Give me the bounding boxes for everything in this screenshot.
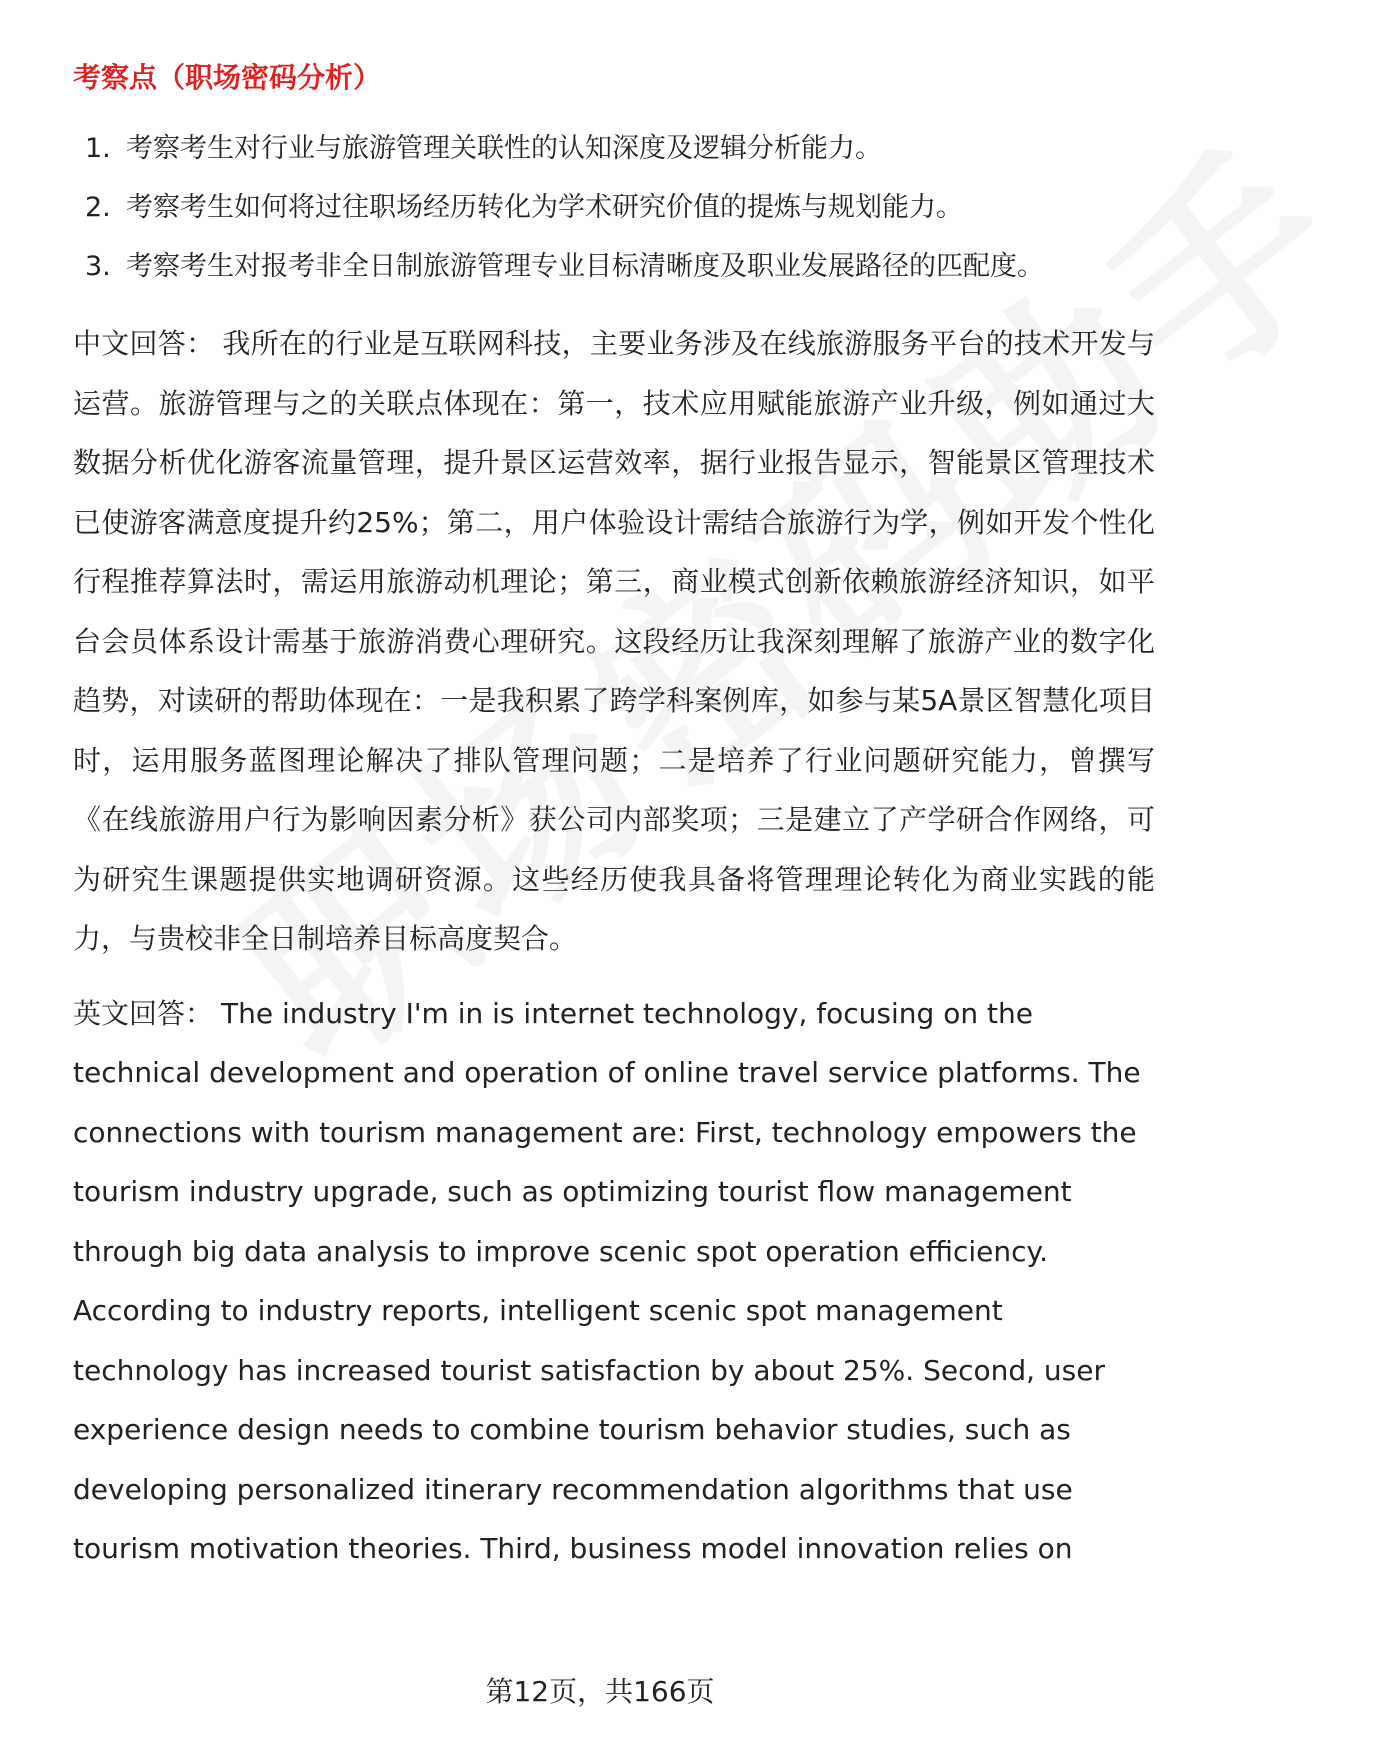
chinese-answer-text: 我所在的行业是互联网科技，主要业务涉及在线旅游服务平台的技术开发与运营。旅游管理与之的关联点体现在：第一，技术应用赋能旅游产业升级，例如通过大数据分析优化游客流量管理，提升景区运营效率，据行业报告显示，智能景区管理技术已使游客满意度提升约25%；第二，用户体验设计需结合旅游行为学，例如开发个性化行程推荐算法时，需运用旅游动机理论；第三，商业模式创新依赖旅游经济知识，如平台会员体系设计需基于旅游消费心理研究。这段经历让我深刻理解了旅游产业的数字化趋势，对读研的帮助体现在：一是我积累了跨学科案例库，如参与某5A景区智慧化项目时，运用服务蓝图理论解决了排队管理问题；二是培养了行业问题研究能力，曾撰写《在线旅游用户行为影响因素分析》获公司内部奖项；三是建立了产学研合作网络，可为研究生课题提供实地调研资源。这些经历使我具备将管理理论转化为商业实践的能力，与贵校非全日制培养目标高度契合。 [73, 327, 1155, 955]
list-item-number: 2. [85, 192, 111, 223]
list-item [73, 119, 1155, 178]
chinese-answer [73, 314, 1155, 969]
list-item-text: 考察考生如何将过往职场经历转化为学术研究价值的提炼与规划能力。 [126, 192, 963, 223]
section-title: 考察点（职场密码分析） [73, 61, 382, 94]
page-content [73, 56, 1155, 1565]
points-list [73, 119, 1155, 296]
list-item-text: 考察考生对报考非全日制旅游管理专业目标清晰度及职业发展路径的匹配度。 [126, 251, 1044, 282]
english-answer-text: The industry I'm in is internet technology, focusing on the technical development and operation of online travel service platforms. The connections with tourism management are: First, technology empowers the tourism industry upgrade, such as optimizing tourist flow management through big data analysis to improve scenic spot operation efficiency. According to industry reports, intelligent scenic spot management technology has increased tourist satisfaction by about 25%. Second, user experience design needs to combine tourism behavior studies, such as developing personalized itinerary recommendation algorithms that use tourism motivation theories. Third, business model innovation relies on [73, 996, 1141, 1565]
list-item [73, 178, 1155, 237]
chinese-answer-label: 中文回答： [73, 327, 215, 360]
list-item-text: 考察考生对行业与旅游管理关联性的认知深度及逻辑分析能力。 [126, 133, 882, 164]
page-number: 第12页，共166页 [485, 1675, 715, 1708]
english-answer-label: 英文回答： [73, 996, 214, 1030]
english-answer [73, 984, 1158, 1565]
list-item-number: 3. [85, 251, 111, 282]
list-item [73, 237, 1155, 296]
list-item-number: 1. [85, 133, 111, 164]
